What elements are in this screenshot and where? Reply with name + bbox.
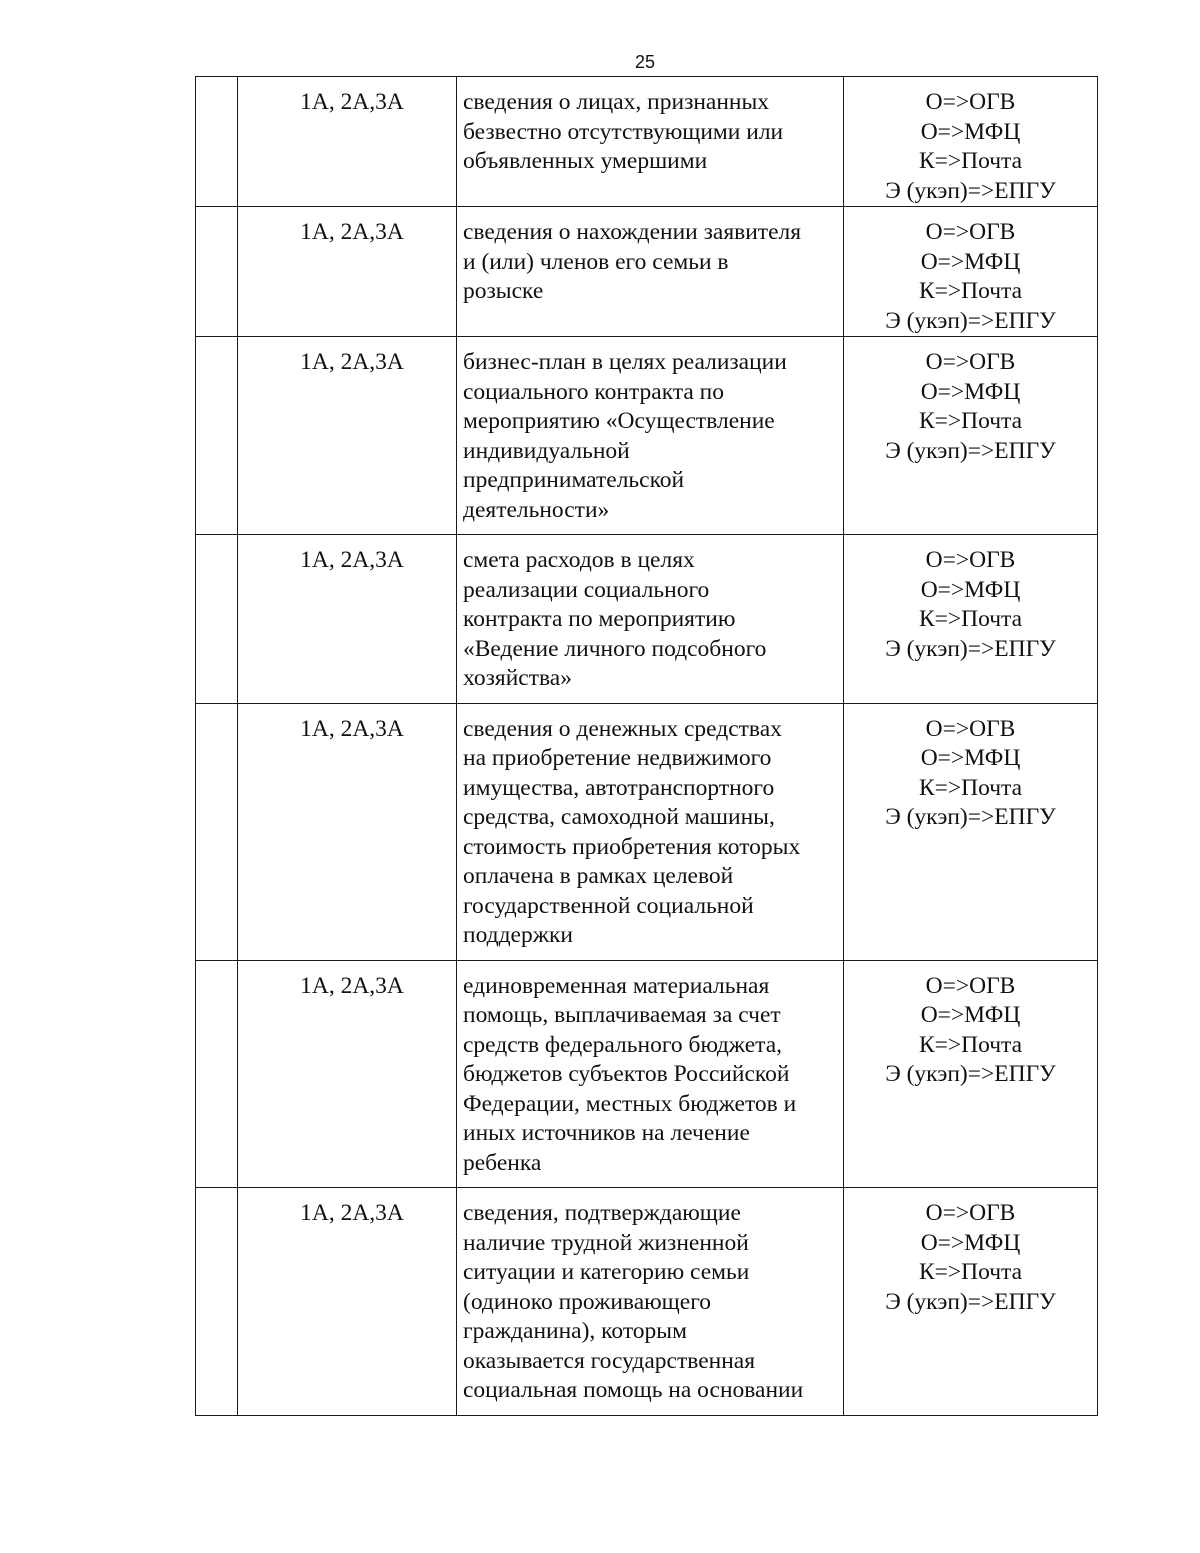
channel-line: О=>ОГВ xyxy=(925,89,1016,115)
table-row xyxy=(196,960,1098,1188)
description-line: смета расходов в целях xyxy=(463,547,695,573)
description-line: поддержки xyxy=(463,922,573,948)
channel-line: К=>Почта xyxy=(918,148,1023,174)
channels-cell xyxy=(844,960,1098,1188)
description-line: сведения о денежных средствах xyxy=(463,715,782,742)
codes-cell: 1А, 2А,3А xyxy=(238,703,457,960)
description-line: средств федерального бюджета, xyxy=(463,1031,782,1058)
channel-line: Э (укэп)=>ЕПГУ xyxy=(885,437,1056,464)
description-line: сведения о нахождении заявителя xyxy=(463,219,802,245)
row-number-cell xyxy=(196,207,238,337)
description-line: (одиноко проживающего xyxy=(463,1288,712,1315)
channels-cell xyxy=(844,1188,1098,1416)
description-cell xyxy=(457,337,844,535)
table-row xyxy=(196,1188,1098,1416)
description-line: средства, самоходной машины, xyxy=(463,804,775,830)
channels-cell xyxy=(844,337,1098,535)
channel-line: К=>Почта xyxy=(918,1259,1023,1285)
channel-line: К=>Почта xyxy=(918,1031,1023,1058)
channels-cell xyxy=(844,77,1098,207)
channel-line: О=>МФЦ xyxy=(920,248,1021,275)
description-line: контракта по мероприятию xyxy=(463,606,736,632)
description-cell xyxy=(457,77,844,207)
description-cell xyxy=(457,207,844,337)
channel-line: О=>ОГВ xyxy=(925,349,1016,375)
row-number-cell xyxy=(196,1188,238,1416)
row-number-cell xyxy=(196,337,238,535)
channel-line: К=>Почта xyxy=(918,606,1023,632)
description-line: мероприятию «Осуществление xyxy=(463,408,775,434)
description-line: ситуации и категорию семьи xyxy=(463,1259,750,1285)
description-line: государственной социальной xyxy=(463,892,754,919)
description-line: помощь, выплачиваемая за счет xyxy=(463,1002,781,1028)
table-body xyxy=(196,77,1098,1416)
description-line: «Ведение личного подсобного xyxy=(463,635,767,662)
row-number-cell xyxy=(196,960,238,1188)
channel-line: О=>МФЦ xyxy=(920,745,1021,771)
description-line: деятельности» xyxy=(463,496,610,523)
description-line: гражданина), которым xyxy=(463,1318,687,1344)
description-line: оплачена в рамках целевой xyxy=(463,863,734,889)
description-line: сведения о лицах, признанных xyxy=(463,89,770,115)
description-line: бизнес-план в целях реализации xyxy=(463,349,787,375)
description-line: социальная помощь на основании xyxy=(463,1377,804,1403)
description-line: сведения, подтверждающие xyxy=(463,1200,741,1226)
codes-cell: 1А, 2А,3А xyxy=(238,535,457,704)
codes-cell: 1А, 2А,3А xyxy=(238,337,457,535)
description-cell xyxy=(457,703,844,960)
table-row xyxy=(196,77,1098,207)
description-line: оказывается государственная xyxy=(463,1347,756,1374)
channels-cell xyxy=(844,703,1098,960)
codes-cell: 1А, 2А,3А xyxy=(238,207,457,337)
description-line: и (или) членов его семьи в xyxy=(463,248,729,275)
channel-line: К=>Почта xyxy=(918,774,1023,801)
channels-cell xyxy=(844,535,1098,704)
description-line: объявленных умершими xyxy=(463,148,708,174)
description-cell xyxy=(457,1188,844,1416)
channel-line: О=>ОГВ xyxy=(925,547,1016,573)
channel-line: Э (укэп)=>ЕПГУ xyxy=(885,177,1056,204)
description-line: имущества, автотранспортного xyxy=(463,774,775,801)
description-line: ребенка xyxy=(463,1149,542,1176)
channel-line: О=>ОГВ xyxy=(925,972,1016,999)
channel-line: О=>МФЦ xyxy=(920,1002,1021,1028)
channel-line: О=>МФЦ xyxy=(920,1229,1021,1256)
channel-line: К=>Почта xyxy=(918,278,1023,304)
channel-line: О=>МФЦ xyxy=(920,576,1021,603)
description-line: единовременная материальная xyxy=(463,972,770,999)
description-cell xyxy=(457,535,844,704)
channel-line: Э (укэп)=>ЕПГУ xyxy=(885,804,1056,830)
description-line: социального контракта по xyxy=(463,378,725,405)
channel-line: Э (укэп)=>ЕПГУ xyxy=(885,1288,1056,1315)
table-row xyxy=(196,207,1098,337)
codes-cell: 1А, 2А,3А xyxy=(238,1188,457,1416)
description-line: бюджетов субъектов Российской xyxy=(463,1061,790,1087)
channel-line: Э (укэп)=>ЕПГУ xyxy=(885,1061,1056,1087)
description-line: розыске xyxy=(463,278,544,304)
description-line: на приобретение недвижимого xyxy=(463,745,772,771)
table-row xyxy=(196,703,1098,960)
documents-table xyxy=(195,76,1098,1416)
description-line: индивидуальной xyxy=(463,437,630,464)
table-row xyxy=(196,337,1098,535)
description-line: иных источников на лечение xyxy=(463,1120,750,1146)
channels-cell xyxy=(844,207,1098,337)
description-line: Федерации, местных бюджетов и xyxy=(463,1090,797,1117)
channel-line: О=>МФЦ xyxy=(920,118,1021,145)
description-line: предпринимательской xyxy=(463,467,685,493)
description-line: реализации социального xyxy=(463,576,710,603)
channel-line: К=>Почта xyxy=(918,408,1023,434)
description-line: хозяйства» xyxy=(463,665,572,691)
channel-line: О=>ОГВ xyxy=(925,219,1016,245)
channel-line: Э (укэп)=>ЕПГУ xyxy=(885,307,1056,334)
channel-line: О=>ОГВ xyxy=(925,1200,1016,1226)
row-number-cell xyxy=(196,703,238,960)
row-number-cell xyxy=(196,535,238,704)
channel-line: О=>ОГВ xyxy=(925,715,1016,742)
channel-line: О=>МФЦ xyxy=(920,378,1021,405)
description-line: безвестно отсутствующими или xyxy=(463,118,784,145)
table-row xyxy=(196,535,1098,704)
channel-line: Э (укэп)=>ЕПГУ xyxy=(885,635,1056,662)
row-number-cell xyxy=(196,77,238,207)
description-cell xyxy=(457,960,844,1188)
codes-cell: 1А, 2А,3А xyxy=(238,960,457,1188)
page-number: 25 xyxy=(634,52,656,72)
description-line: стоимость приобретения которых xyxy=(463,833,801,860)
codes-cell: 1А, 2А,3А xyxy=(238,77,457,207)
description-line: наличие трудной жизненной xyxy=(463,1229,749,1256)
